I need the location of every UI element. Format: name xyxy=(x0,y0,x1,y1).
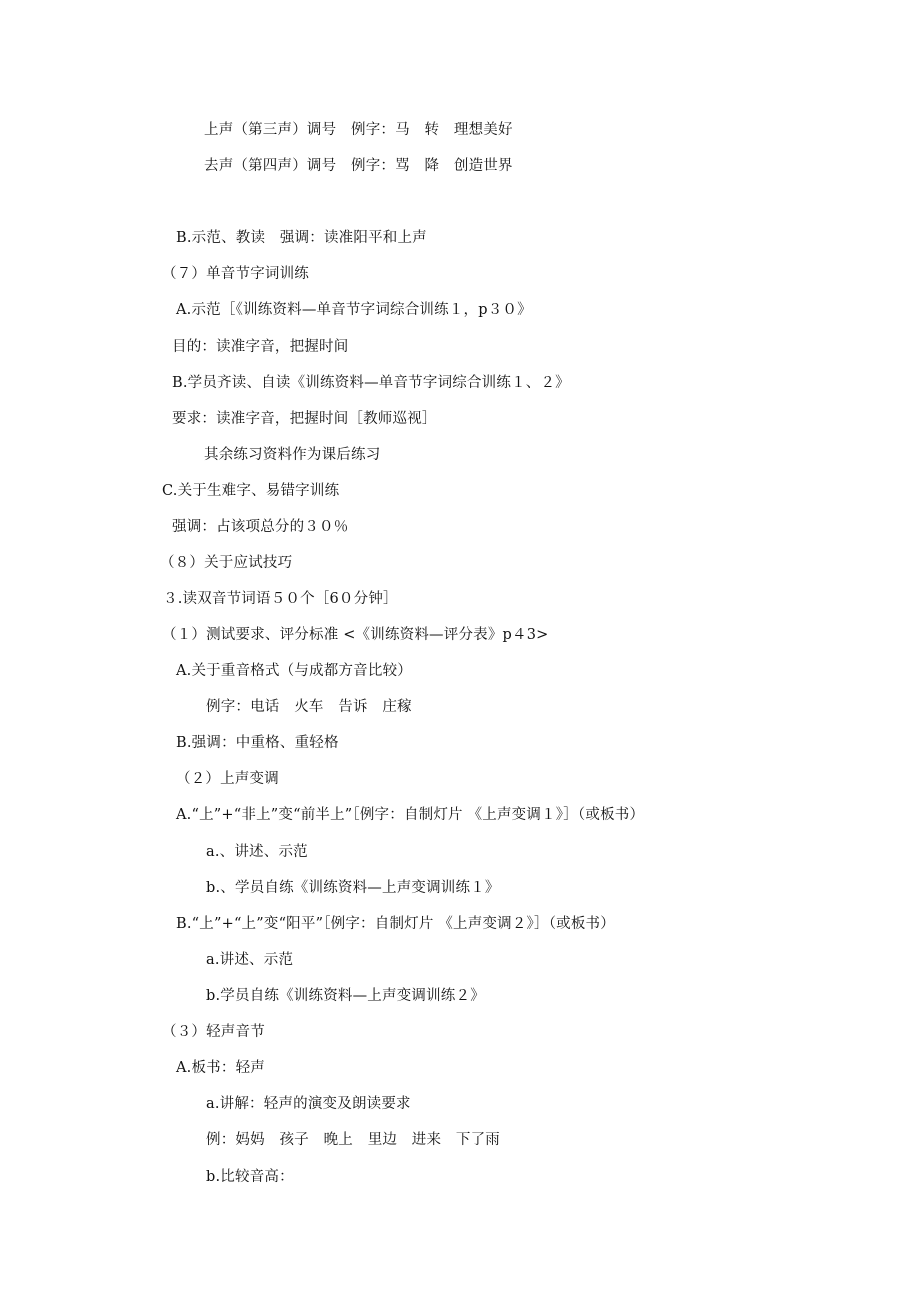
text-line-3: B.示范、教读 强调：读准阳平和上声 xyxy=(176,230,427,246)
text-line-4: （７）单音节字词训练 xyxy=(162,266,309,282)
text-line-8: 要求：读准字音，把握时间［教师巡视］ xyxy=(172,411,437,427)
text-line-13: ３.读双音节词语５０个［6０分钟］ xyxy=(163,591,398,607)
text-line-26: A.板书：轻声 xyxy=(176,1060,265,1076)
text-line-2: 去声（第四声）调号 例字：骂 降 创造世界 xyxy=(204,158,513,174)
text-line-29: b.比较音高： xyxy=(206,1169,294,1185)
text-line-21: b.、学员自练《训练资料—上声变调训练１》 xyxy=(206,880,500,896)
text-line-10: C.关于生难字、易错字训练 xyxy=(162,483,340,499)
text-line-27: a.讲解：轻声的演变及朗读要求 xyxy=(206,1096,411,1112)
text-line-23: a.讲述、示范 xyxy=(206,952,294,968)
text-line-25: （３）轻声音节 xyxy=(162,1024,265,1040)
text-line-6: 目的：读准字音，把握时间 xyxy=(172,339,349,355)
text-line-19: A.“上”+“非上”变“前半上”［例字：自制灯片 《上声变调１》］（或板书） xyxy=(176,807,645,823)
text-line-18: （２）上声变调 xyxy=(176,771,279,787)
text-line-28: 例：妈妈 孩子 晚上 里边 进来 下了雨 xyxy=(206,1132,500,1148)
text-line-12: （８）关于应试技巧 xyxy=(160,555,293,571)
text-line-11: 强调：占该项总分的３０％ xyxy=(172,519,349,535)
text-line-9: 其余练习资料作为课后练习 xyxy=(204,447,381,463)
text-line-5: A.示范［《训练资料—单音节字词综合训练１，p３０》 xyxy=(176,302,532,318)
text-line-16: 例字：电话 火车 告诉 庄稼 xyxy=(206,699,412,715)
text-line-7: B.学员齐读、自读《训练资料—单音节字词综合训练１、２》 xyxy=(172,375,570,391)
text-line-24: b.学员自练《训练资料—上声变调训练２》 xyxy=(206,988,485,1004)
text-line-1: 上声（第三声）调号 例字：马 转 理想美好 xyxy=(204,122,513,138)
text-line-17: B.强调：中重格、重轻格 xyxy=(176,735,339,751)
text-line-20: a.、讲述、示范 xyxy=(206,844,308,860)
text-line-15: A.关于重音格式（与成都方音比较） xyxy=(176,663,412,679)
text-line-14: （１）测试要求、评分标准 <《训练资料—评分表》p４3> xyxy=(162,627,549,643)
text-line-22: B.“上”+“上”变“阳平”［例字：自制灯片 《上声变调２》］（或板书） xyxy=(176,916,615,932)
